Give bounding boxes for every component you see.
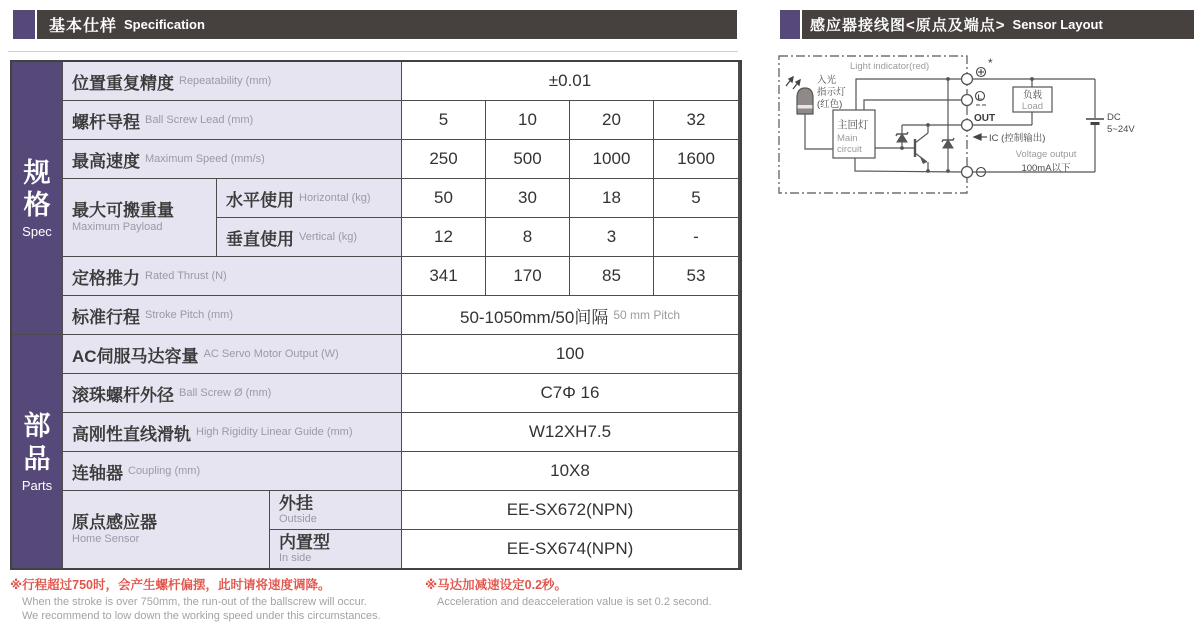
screw-label-en: Ball Screw Ø (mm) [179,387,272,399]
dc-label-line2: 5~24V [1107,124,1135,135]
left-header-title-en: Specification [124,17,205,32]
horizontal-value-4: 5 [654,179,738,217]
right-header-accent-square [780,10,800,39]
payload-label-zh: 最大可搬重量 [72,201,174,221]
main-circuit-label-en2: circuit [837,144,862,155]
vertical-value-2: 8 [486,218,569,256]
left-header-title-zh: 基本仕样 [49,18,118,35]
row-label-max-payload [63,179,216,256]
speed-value-3: 1000 [570,140,653,178]
row-label-home-sensor [63,491,269,568]
speed-value-4: 1600 [654,140,738,178]
vertical-value-3: 3 [570,218,653,256]
stroke-label-en: Stroke Pitch (mm) [145,309,234,321]
thrust-label-zh: 定格推力 [72,268,140,288]
light-indicator-label: Light indicator(red) [850,61,930,72]
coupling-value: 10X8 [402,452,738,490]
guide-label-zh: 高刚性直线滑轨 [72,424,191,444]
lead-value-3: 20 [570,101,653,139]
ic-output-arrow-icon [974,134,987,140]
footnote-acceleration [425,575,845,609]
row-label-rated-thrust [63,257,401,295]
outside-value: EE-SX672(NPN) [402,491,738,529]
section-band-spec [12,62,62,334]
specification-table [10,60,742,570]
outside-label-en: Outside [279,513,317,526]
home-sensor-label-en: Home Sensor [72,532,140,545]
right-header-bar [802,10,1194,39]
speed-label-zh: 最高速度 [72,151,140,171]
dc-label-line1: DC [1107,112,1121,123]
vertical-value-1: 12 [402,218,485,256]
row-label-sensor-outside [270,491,401,529]
repeatability-value: ±0.01 [402,62,738,100]
main-circuit-label-en1: Main [837,133,858,144]
home-sensor-label-zh: 原点感应器 [72,513,157,533]
section-parts-label-en: Parts [21,477,53,493]
right-header-title-en: Sensor Layout [1012,17,1103,32]
lead-value-2: 10 [486,101,569,139]
load-label-zh: 负载 [1022,90,1043,101]
outside-label-zh: 外挂 [279,493,313,513]
section-spec-label-zh: 规格 [23,157,51,220]
footnote-accel-zh: ※马达加减速设定0.2秒。 [425,578,568,592]
sensor-wiring-diagram [778,52,1198,232]
motor-value: 100 [402,335,738,373]
svg-text:L: L [977,92,983,102]
row-label-ball-screw-lead [63,101,401,139]
section-parts-label-zh: 部品 [23,411,51,474]
thrust-value-4: 53 [654,257,738,295]
section-band-parts [12,335,62,568]
stroke-value-en: 50 mm Pitch [613,308,681,322]
inside-value: EE-SX674(NPN) [402,530,738,568]
led-label-line3: (红色) [817,99,843,110]
lead-label-zh: 螺杆导程 [72,112,140,132]
footnote-stroke [10,575,415,624]
voltage-output-label-en: Voltage output [1015,149,1077,160]
motor-label-en: AC Servo Motor Output (W) [203,348,339,360]
led-label-line1: 入光 [817,75,837,86]
horizontal-label-zh: 水平使用 [226,190,294,210]
main-circuit-label-zh: 主回灯 [837,119,869,131]
zener-diode-right-icon [942,138,954,148]
right-header-title-zh: 感应器接线图<原点及端点> [810,17,1006,34]
left-header-bar [37,10,737,39]
guide-label-en: High Rigidity Linear Guide (mm) [196,426,353,438]
coupling-label-zh: 连轴器 [72,463,123,483]
battery-icon [1086,119,1104,124]
led-indicator-icon [797,88,813,114]
thrust-value-1: 341 [402,257,485,295]
motor-label-zh: AC伺服马达容量 [72,346,199,366]
speed-label-en: Maximum Speed (mm/s) [145,153,265,165]
inside-label-zh: 内置型 [279,532,330,552]
out-terminal-label: OUT [974,113,996,124]
screw-label-zh: 滚珠螺杆外径 [72,385,174,405]
vertical-label-zh: 垂直使用 [226,229,294,249]
header-divider-rule [8,51,738,52]
stroke-value-zh: 50-1050mm/50间隔 [459,307,609,327]
screw-value: C7Φ 16 [402,374,738,412]
horizontal-value-2: 30 [486,179,569,217]
vertical-label-en: Vertical (kg) [299,231,358,243]
footnote-stroke-en1: When the stroke is over 750mm, the run-out of the ballscrew will occur. [22,596,367,608]
voltage-output-label-zh: 100mA以下 [1021,163,1071,174]
ic-output-label: IC (控制输出) [989,133,1046,144]
row-label-repeatability [63,62,401,100]
light-ray-arrows-icon [786,77,800,89]
payload-label-en: Maximum Payload [72,220,163,233]
row-label-coupling [63,452,401,490]
repeatability-label-en: Repeatability (mm) [179,75,272,87]
lead-label-en: Ball Screw Lead (mm) [145,114,254,126]
footnote-stroke-zh: ※行程超过750时，会产生螺杆偏摆，此时请将速度调降。 [10,578,331,592]
row-label-vertical [217,218,401,256]
footnote-accel-en: Acceleration and deacceleration value is set 0.2 second. [437,596,712,608]
row-label-max-speed [63,140,401,178]
thrust-label-en: Rated Thrust (N) [145,270,227,282]
speed-value-2: 500 [486,140,569,178]
speed-value-1: 250 [402,140,485,178]
guide-value: W12XH7.5 [402,413,738,451]
stroke-label-zh: 标准行程 [72,307,140,327]
thrust-value-2: 170 [486,257,569,295]
row-label-linear-guide [63,413,401,451]
row-label-servo-motor [63,335,401,373]
l-terminal-icon [976,92,989,106]
row-label-sensor-inside [270,530,401,568]
plus-terminal-icon [977,68,986,77]
led-label-line2: 指示灯 [817,87,846,98]
repeatability-label-zh: 位置重复精度 [72,73,174,93]
thrust-value-3: 85 [570,257,653,295]
horizontal-value-3: 18 [570,179,653,217]
lead-value-4: 32 [654,101,738,139]
section-spec-label-en: Spec [22,224,52,240]
row-label-stroke-pitch [63,296,401,334]
stroke-value [402,296,738,334]
asterisk-mark: * [988,56,993,70]
row-label-horizontal [217,179,401,217]
load-label-en: Load [1021,101,1044,112]
lead-value-1: 5 [402,101,485,139]
footnote-stroke-en2: We recommend to low down the working speed under this circumstances. [22,610,381,623]
vertical-value-4: - [654,218,738,256]
left-header-accent-square [13,10,35,39]
inside-label-en: In side [279,552,312,565]
horizontal-label-en: Horizontal (kg) [299,192,371,204]
coupling-label-en: Coupling (mm) [128,465,201,477]
horizontal-value-1: 50 [402,179,485,217]
row-label-ball-screw-dia [63,374,401,412]
zener-diode-left-icon [896,132,908,142]
